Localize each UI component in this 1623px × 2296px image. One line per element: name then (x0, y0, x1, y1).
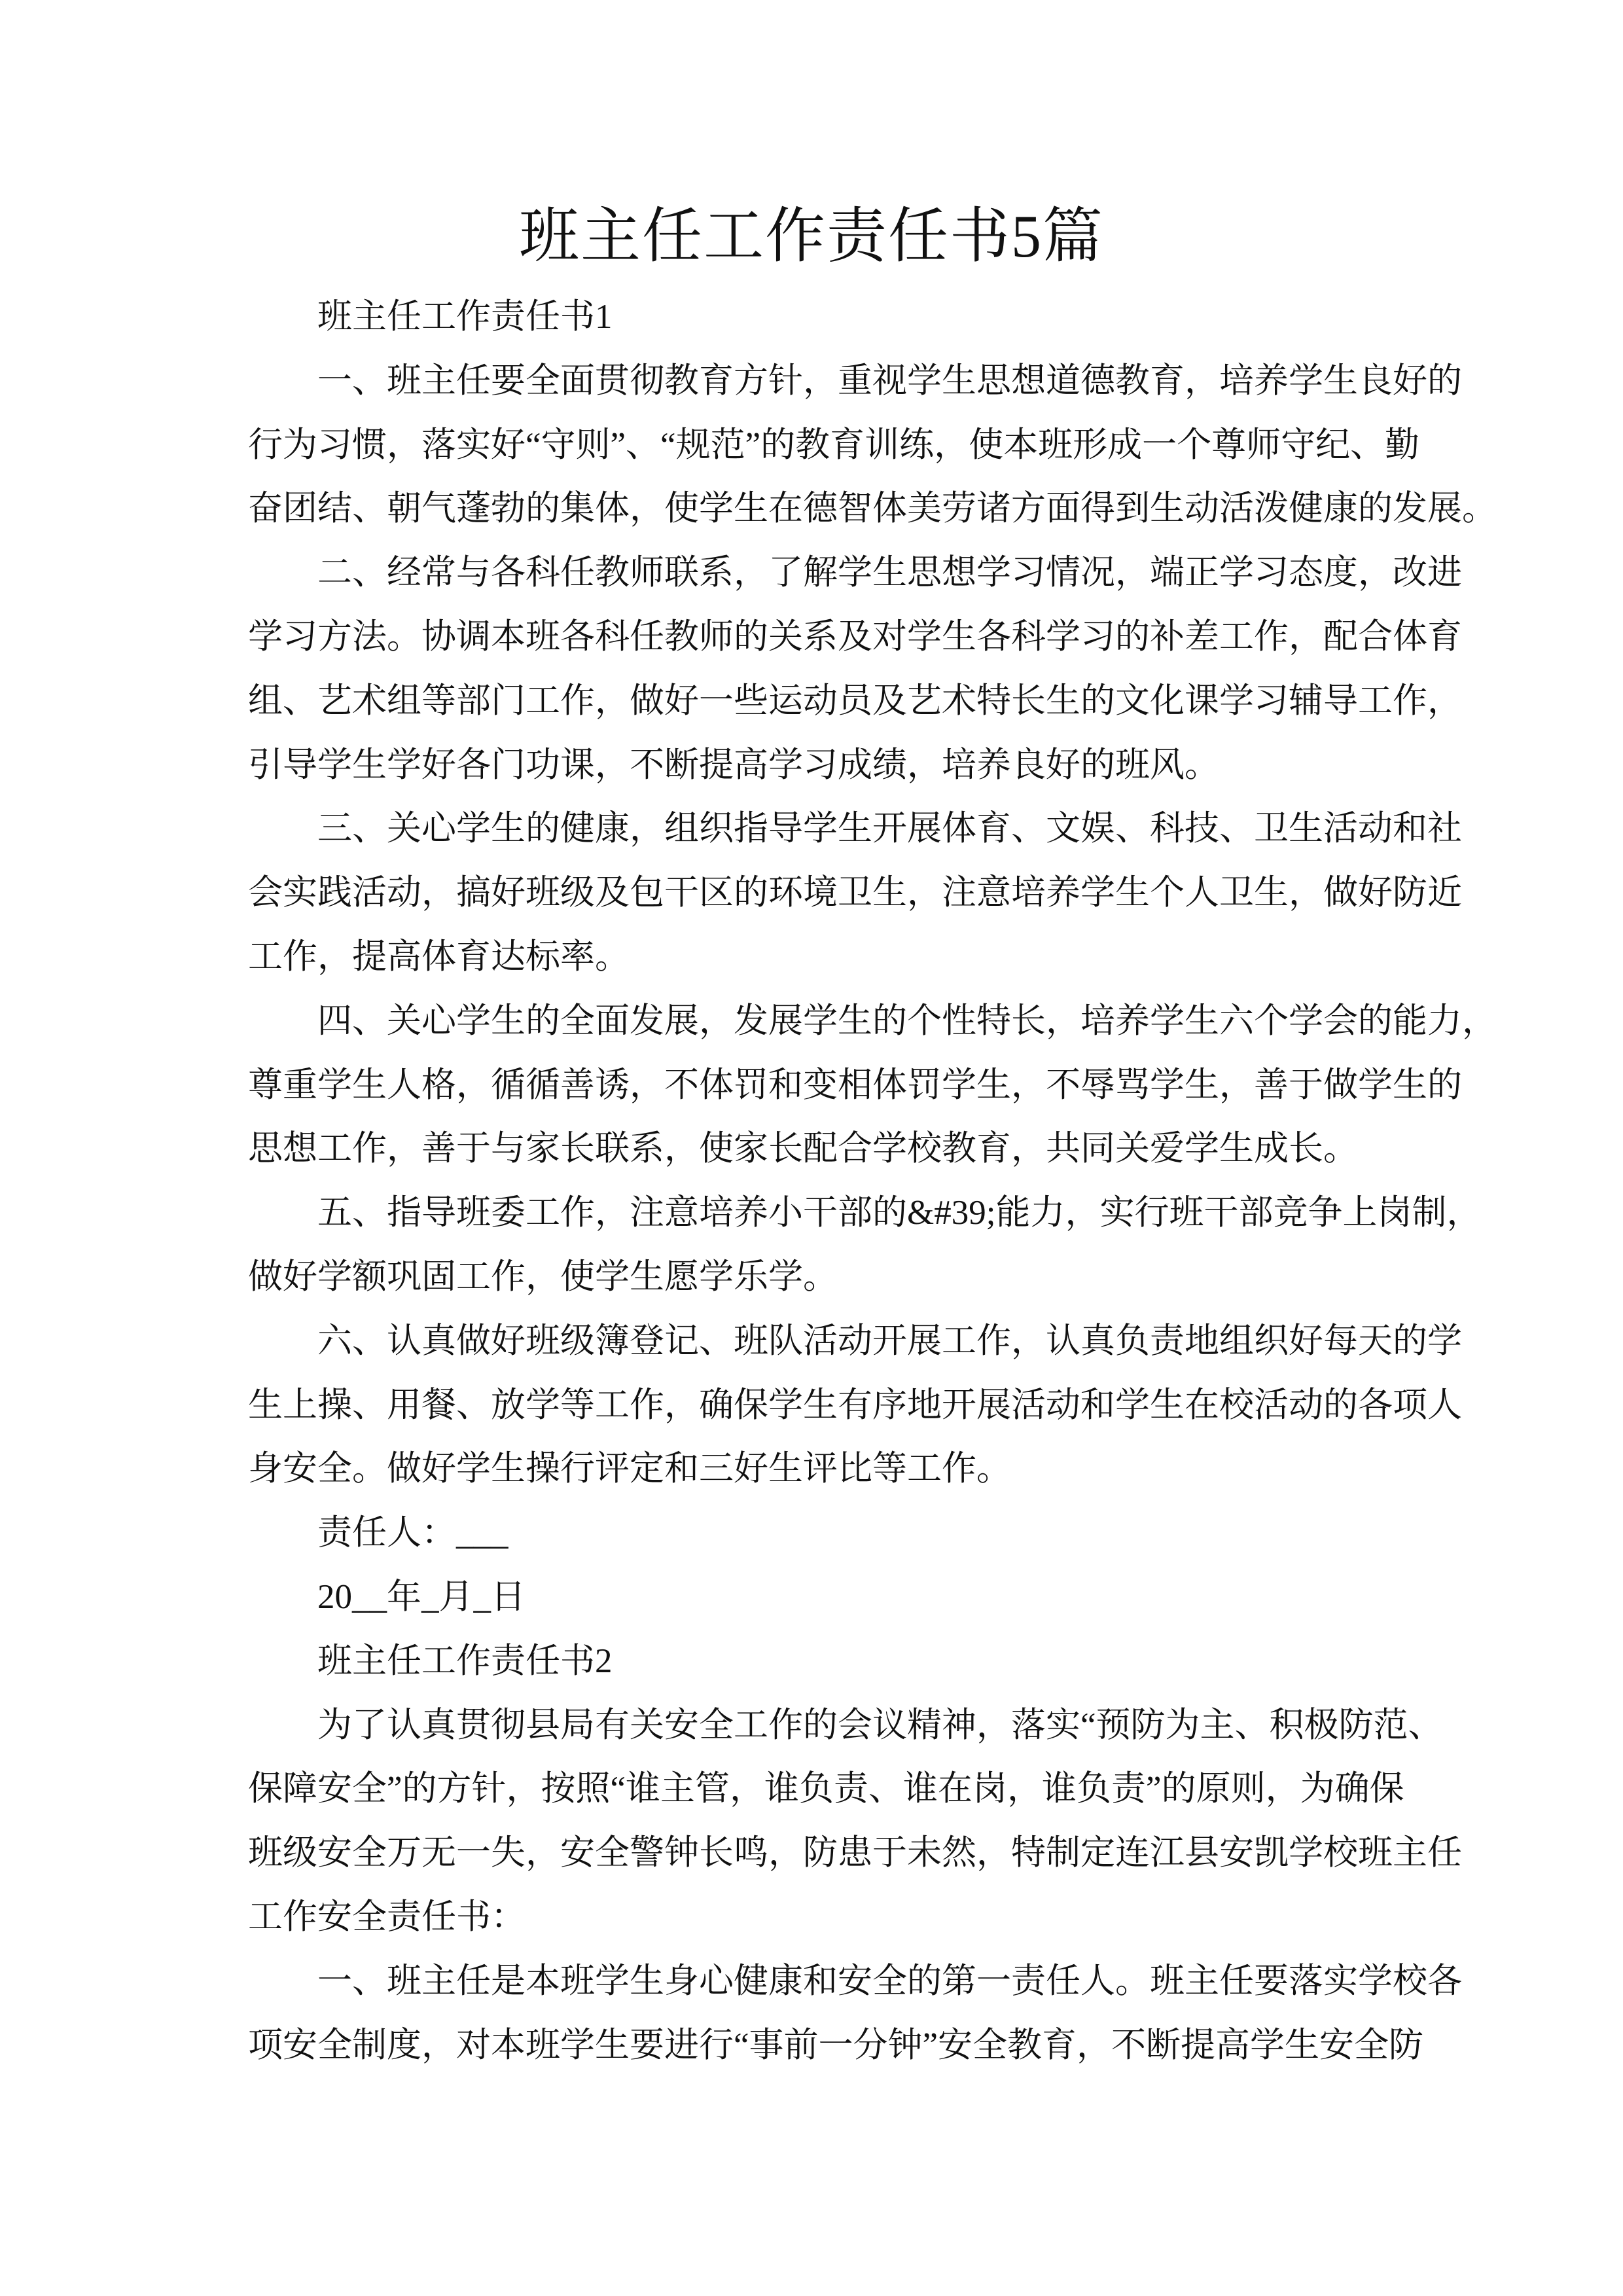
text-line: 奋团结、朝气蓬勃的集体，使学生在德智体美劳诸方面得到生动活泼健康的发展。 (248, 490, 1497, 528)
paragraph (248, 1310, 1462, 1501)
paragraph (248, 1566, 1395, 1630)
text-line: 保障安全”的方针，按照“谁主管，谁负责、谁在岗，谁负责”的原则，为确保 (248, 1770, 1404, 1808)
text-line: 身安全。做好学生操行评定和三好生评比等工作。 (248, 1450, 1011, 1488)
text-line: 学习方法。协调本班各科任教师的关系及对学生各科学习的补差工作，配合体育 (248, 617, 1462, 656)
text-line: 项安全制度，对本班学生要进行“事前一分钟”安全教育，不断提高学生安全防 (248, 2026, 1424, 2064)
paragraph (248, 1630, 1395, 1694)
text-line: 工作安全责任书： (248, 1897, 526, 1936)
text-line: 班主任工作责任书1 (317, 298, 613, 336)
paragraph (248, 1950, 1462, 2078)
text-line: 责任人：___ (317, 1514, 508, 1552)
paragraph (248, 990, 1497, 1181)
text-line: 六、认真做好班级簿登记、班队活动开展工作，认真负责地组织好每天的学 (317, 1321, 1462, 1360)
text-line: 组、艺术组等部门工作，做好一些运动员及艺术特长生的文化课学习辅导工作， (248, 681, 1462, 720)
text-line: 会实践活动，搞好班级及包干区的环境卫生，注意培养学生个人卫生，做好防近 (248, 874, 1462, 912)
text-line: 四、关心学生的全面发展，发展学生的个性特长，培养学生六个学会的能力， (317, 1001, 1497, 1040)
text-line: 一、班主任是本班学生身心健康和安全的第一责任人。班主任要落实学校各 (317, 1962, 1462, 2000)
text-line: 三、关心学生的健康，组织指导学生开展体育、文娱、科技、卫生活动和社 (317, 810, 1462, 848)
text-line: 做好学额巩固工作，使学生愿学乐学。 (248, 1257, 838, 1296)
paragraph (248, 285, 1395, 350)
document-body (248, 285, 1497, 2077)
text-line: 班主任工作责任书2 (317, 1641, 613, 1680)
text-line: 思想工作，善于与家长联系，使家长配合学校教育，共同关爱学生成长。 (248, 1130, 1358, 1168)
text-line: 五、指导班委工作，注意培养小干部的&#39;能力，实行班干部竞争上岗制， (317, 1194, 1482, 1232)
paragraph (248, 541, 1462, 797)
text-line: 二、经常与各科任教师联系，了解学生思想学习情况，端正学习态度，改进 (317, 554, 1462, 592)
text-line: 行为习惯，落实好“守则”、“规范”的教育训练，使本班形成一个尊师守纪、勤 (248, 425, 1420, 464)
document-title: 班主任工作责任书5篇 (518, 203, 1104, 270)
text-line: 一、班主任要全面贯彻教育方针，重视学生思想道德教育，培养学生良好的 (317, 361, 1462, 400)
paragraph (248, 350, 1497, 541)
paragraph (248, 1181, 1482, 1310)
text-line: 工作，提高体育达标率。 (248, 937, 630, 976)
text-line: 班级安全万无一失，安全警钟长鸣，防患于未然，特制定连江县安凯学校班主任 (248, 1834, 1462, 1873)
paragraph (248, 1694, 1462, 1950)
text-line: 引导学生学好各门功课，不断提高学习成绩，培养良好的班风。 (248, 745, 1219, 784)
paragraph (248, 797, 1462, 989)
text-line: 为了认真贯彻县局有关安全工作的会议精神，落实“预防为主、积极防范、 (317, 1706, 1443, 1744)
text-line: 生上操、用餐、放学等工作，确保学生有序地开展活动和学生在校活动的各项人 (248, 1386, 1462, 1424)
text-line: 尊重学生人格，循循善诱，不体罚和变相体罚学生，不辱骂学生，善于做学生的 (248, 1066, 1462, 1104)
paragraph (248, 1501, 1395, 1566)
text-line: 20__年_月_日 (317, 1577, 526, 1616)
